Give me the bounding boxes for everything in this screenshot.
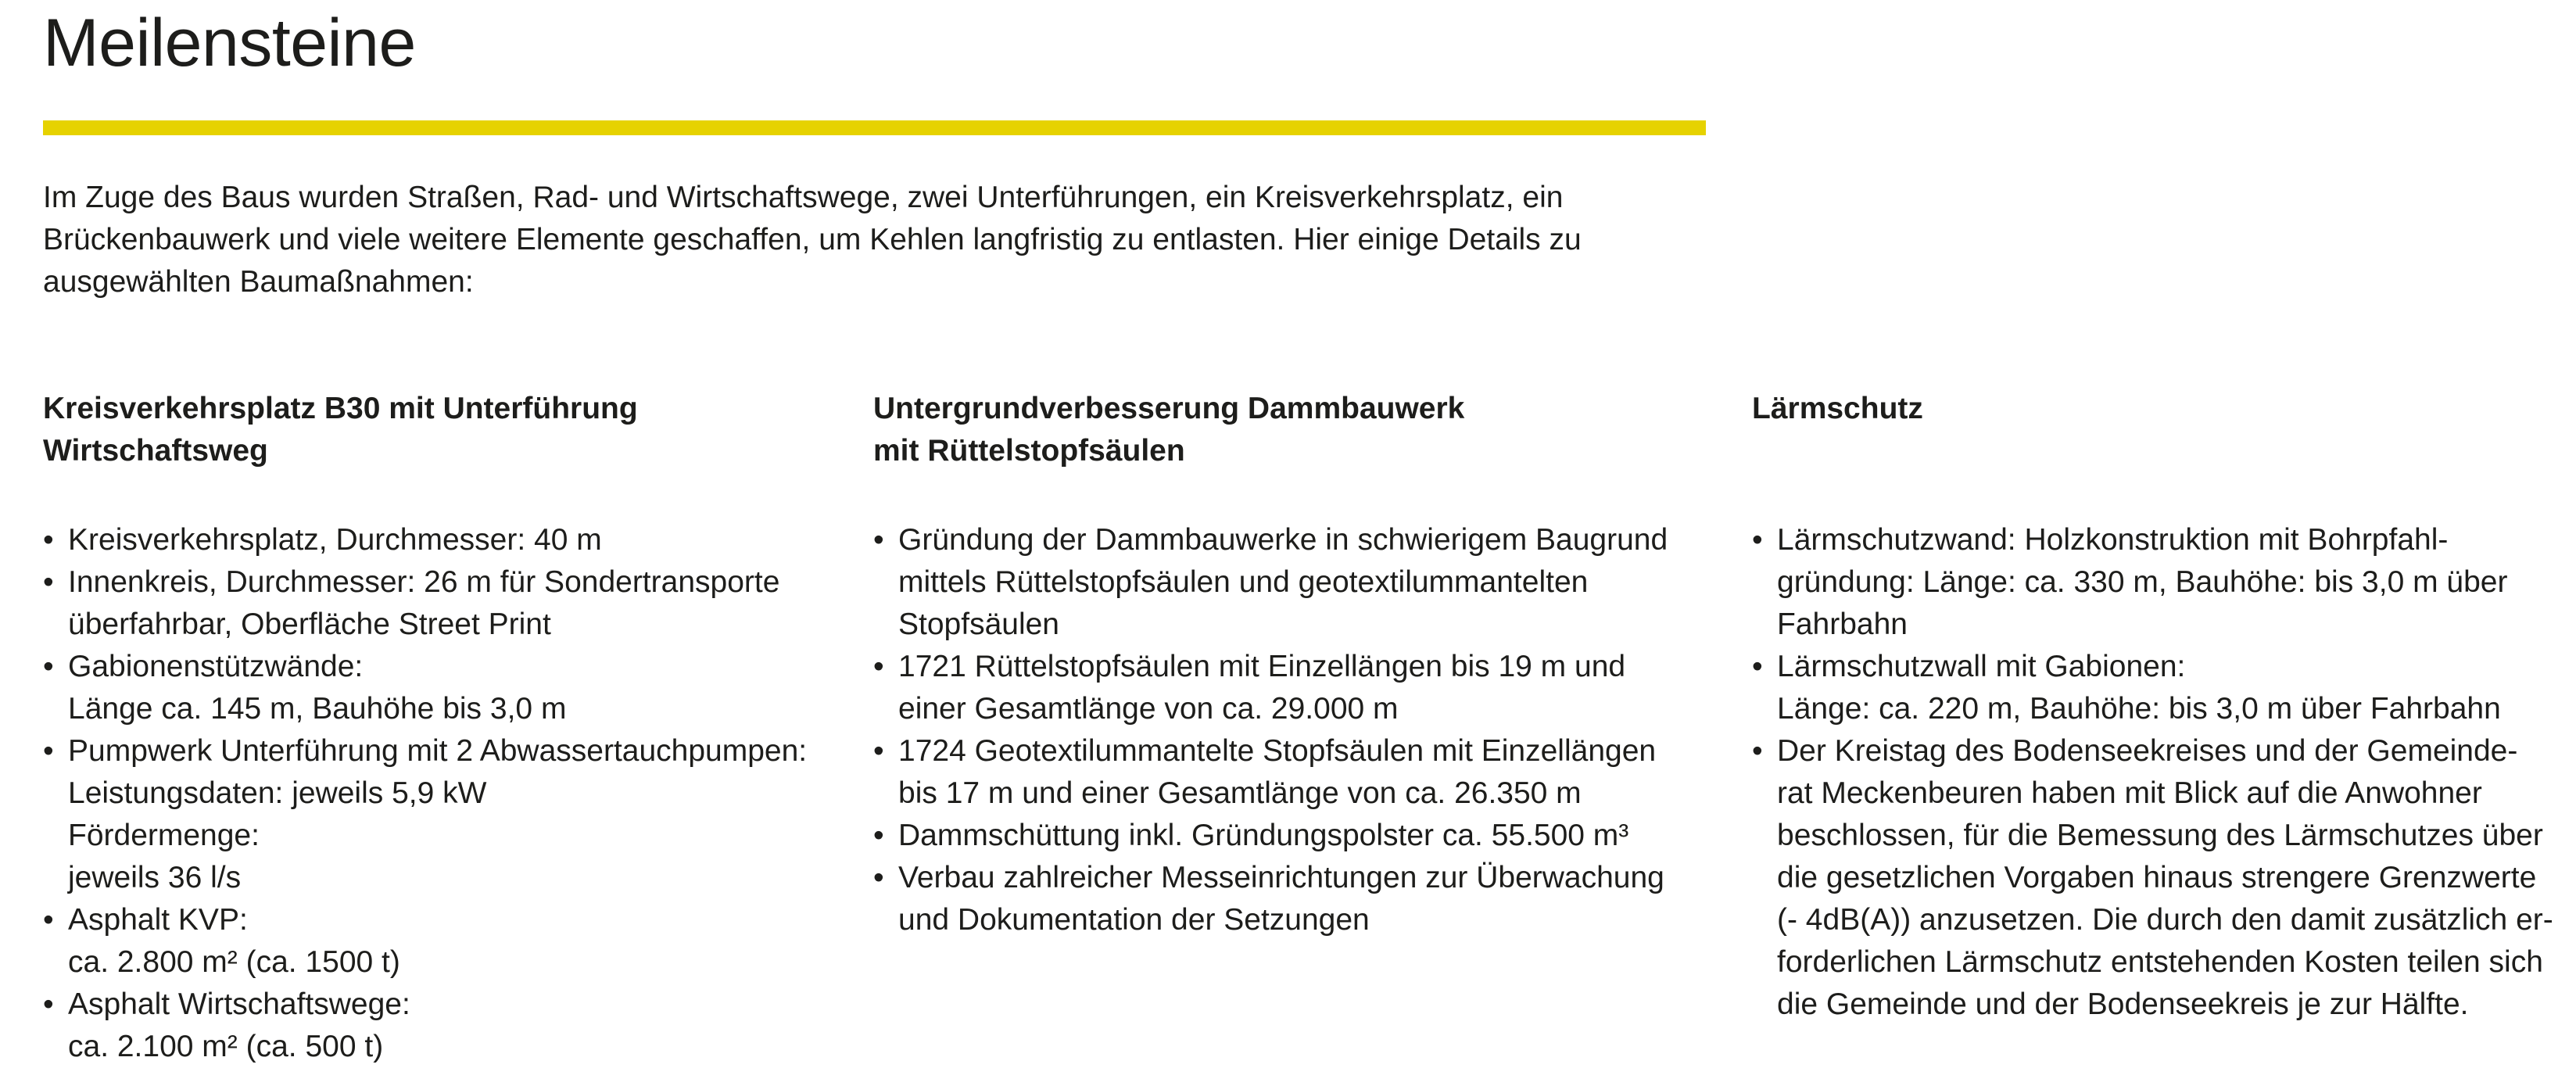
list-item bbox=[1752, 646, 2553, 730]
list-item-line: • 1724 Geotextilummantelte Stopfsäulen mit Einzellängen bbox=[898, 734, 1657, 768]
list-item-line: beschlossen, für die Bemessung des Lärmschutzes über bbox=[1777, 819, 2543, 852]
list-item-line: rat Meckenbeuren haben mit Blick auf die Anwohner bbox=[1777, 776, 2482, 810]
list-item-line: • 1721 Rüttelstopfsäulen mit Einzellängen bis 19 m und bbox=[898, 650, 1626, 683]
intro-line: Im Zuge des Baus wurden Straßen, Rad- und Wirtschaftswege, zwei Unterführungen, ein Kreisverkehrsplatz, ein bbox=[43, 181, 1564, 214]
heading-line: mit Rüttelstopfsäulen bbox=[873, 434, 1185, 468]
heading-line: Wirtschaftsweg bbox=[43, 434, 268, 468]
intro-paragraph bbox=[43, 177, 1724, 303]
list-item bbox=[43, 519, 807, 561]
bullet-list bbox=[873, 519, 1668, 941]
list-item-line: • Gründung der Dammbauwerke in schwierigem Baugrund bbox=[898, 523, 1668, 557]
list-item bbox=[873, 519, 1668, 646]
list-item-line: Länge ca. 145 m, Bauhöhe bis 3,0 m bbox=[68, 692, 567, 726]
column-untergrundverbesserung bbox=[873, 388, 1710, 937]
list-item-line: • Lärmschutzwall mit Gabionen: bbox=[1777, 650, 2186, 683]
list-item-line: forderlichen Lärmschutz entstehenden Kosten teilen sich bbox=[1777, 945, 2543, 979]
list-item bbox=[43, 561, 807, 646]
list-item-line: • Dammschüttung inkl. Gründungspolster ca. 55.500 m³ bbox=[898, 819, 1629, 852]
list-item-line: • Asphalt Wirtschaftswege: bbox=[68, 987, 410, 1021]
heading-line: Lärmschutz bbox=[1752, 392, 1923, 425]
title-divider bbox=[43, 120, 1706, 135]
list-item-line: • Kreisverkehrsplatz, Durchmesser: 40 m bbox=[68, 523, 602, 557]
list-item-line: Länge: ca. 220 m, Bauhöhe: bis 3,0 m über Fahrbahn bbox=[1777, 692, 2501, 726]
list-item bbox=[43, 646, 807, 730]
list-item-line: bis 17 m und einer Gesamtlänge von ca. 26.350 m bbox=[898, 776, 1582, 810]
list-item-line: (- 4dB(A)) anzusetzen. Die durch den damit zusätzlich er- bbox=[1777, 903, 2553, 937]
list-item-line: • Gabionenstützwände: bbox=[68, 650, 364, 683]
list-item-line: • Asphalt KVP: bbox=[68, 903, 248, 937]
list-item-line: Leistungsdaten: jeweils 5,9 kW bbox=[68, 776, 487, 810]
list-item bbox=[43, 730, 807, 899]
intro-line: Brückenbauwerk und viele weitere Elemente geschaffen, um Kehlen langfristig zu entlasten. Hier einige Details zu bbox=[43, 223, 1582, 256]
list-item-line: • Innenkreis, Durchmesser: 26 m für Sondertransporte bbox=[68, 565, 780, 599]
list-item-label: Fördermenge: bbox=[68, 819, 260, 852]
list-item-line: gründung: Länge: ca. 330 m, Bauhöhe: bis 3,0 m über bbox=[1777, 565, 2508, 599]
list-item-line: • Verbau zahlreicher Messeinrichtungen zur Überwachung bbox=[898, 861, 1664, 894]
list-item-line: • Pumpwerk Unterführung mit 2 Abwassertauchpumpen: bbox=[68, 734, 808, 768]
list-item bbox=[43, 984, 807, 1068]
list-item-line: und Dokumentation der Setzungen bbox=[898, 903, 1370, 937]
list-item-line: überfahrbar, Oberfläche Street Print bbox=[68, 607, 551, 641]
list-item bbox=[1752, 519, 2553, 646]
column-laermschutz bbox=[1752, 388, 2573, 1021]
bullet-list bbox=[43, 519, 807, 1068]
intro-line: ausgewählten Baumaßnahmen: bbox=[43, 265, 474, 299]
list-item-line: mittels Rüttelstopfsäulen und geotextilummantelten bbox=[898, 565, 1589, 599]
list-item-line: die Gemeinde und der Bodenseekreis je zur Hälfte. bbox=[1777, 987, 2469, 1021]
list-item bbox=[43, 899, 807, 984]
list-item-line: einer Gesamtlänge von ca. 29.000 m bbox=[898, 692, 1399, 726]
list-item-value: jeweils 36 l/s bbox=[68, 861, 242, 894]
list-item bbox=[873, 815, 1668, 857]
list-item-line: ca. 2.800 m² (ca. 1500 t) bbox=[68, 945, 400, 979]
column-heading bbox=[1752, 388, 2573, 472]
column-heading bbox=[43, 388, 856, 472]
heading-line: Untergrundverbesserung Dammbauwerk bbox=[873, 392, 1465, 425]
list-item-line: Fahrbahn bbox=[1777, 607, 1908, 641]
list-item bbox=[873, 646, 1668, 730]
list-item-line: • Lärmschutzwand: Holzkonstruktion mit Bohrpfahl- bbox=[1777, 523, 2449, 557]
list-item bbox=[873, 730, 1668, 815]
list-item-line: die gesetzlichen Vorgaben hinaus strengere Grenzwerte bbox=[1777, 861, 2537, 894]
list-item-line: Stopfsäulen bbox=[898, 607, 1059, 641]
list-item-line bbox=[68, 815, 807, 899]
list-item-line: • Der Kreistag des Bodenseekreises und der Gemeinde- bbox=[1777, 734, 2518, 768]
list-item-line: ca. 2.100 m² (ca. 500 t) bbox=[68, 1030, 384, 1063]
column-heading bbox=[873, 388, 1710, 472]
list-item bbox=[1752, 730, 2553, 1026]
bullet-list bbox=[1752, 519, 2553, 1026]
page-title: Meilensteine bbox=[43, 5, 416, 81]
heading-line: Kreisverkehrsplatz B30 mit Unterführung bbox=[43, 392, 638, 425]
list-item bbox=[873, 857, 1668, 941]
column-kreisverkehrsplatz bbox=[43, 388, 856, 1063]
